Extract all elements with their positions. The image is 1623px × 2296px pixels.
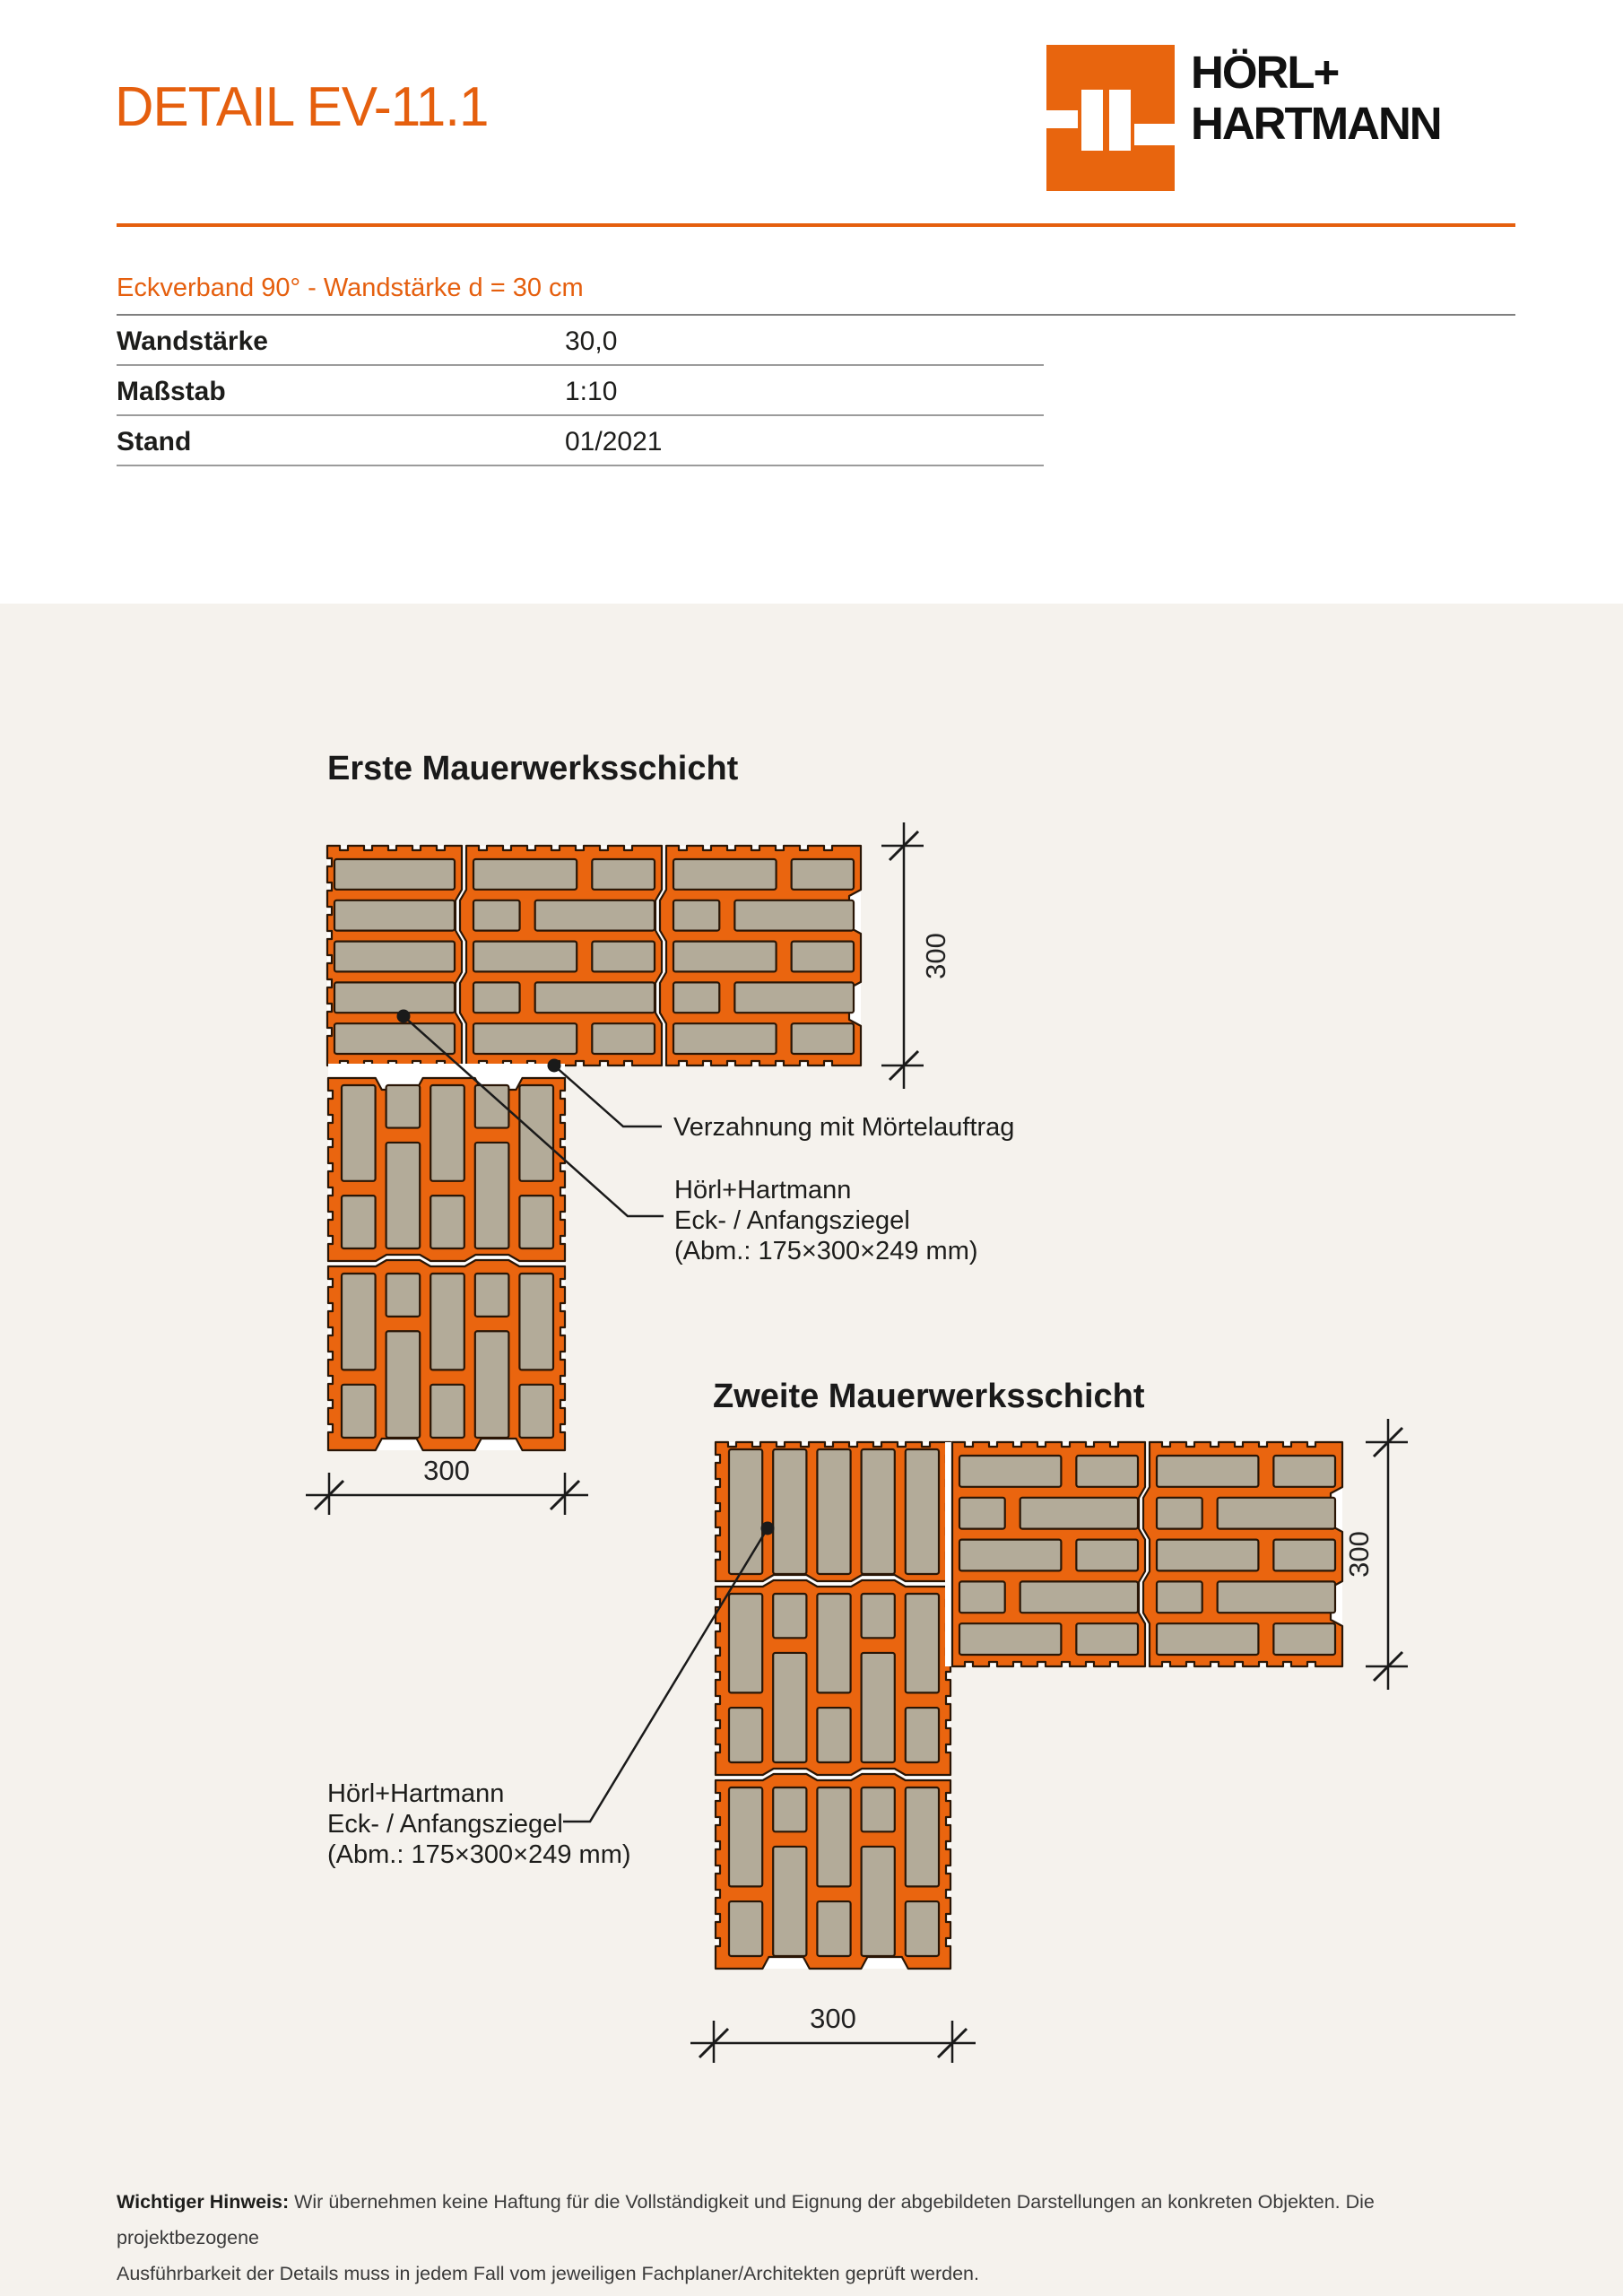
table-row: [117, 316, 1044, 366]
spec-value: 30,0: [565, 326, 618, 356]
page-title: DETAIL EV-11.1: [115, 76, 489, 138]
logo-cutout: [1046, 110, 1078, 128]
logo-cutout: [1081, 90, 1103, 151]
brand-wordmark-line1: HÖRL+: [1191, 47, 1339, 98]
dimension-label: 300: [810, 2003, 856, 2034]
annotation-verzahnung: Verzahnung mit Mörtelauftrag: [673, 1113, 1015, 1142]
drawing-canvas: [0, 604, 1623, 2296]
brand-wordmark: [1191, 47, 1441, 149]
dimension-label: 300: [1343, 1531, 1375, 1578]
spec-label: Maßstab: [117, 377, 226, 406]
logo-cutout: [1134, 124, 1175, 145]
second-layer-title: Zweite Mauerwerksschicht: [713, 1378, 1145, 1415]
table-row: [117, 366, 1044, 416]
footer-bold: Wichtiger Hinweis:: [117, 2191, 290, 2213]
spec-value: 1:10: [565, 377, 618, 406]
spec-label: Wandstärke: [117, 326, 268, 356]
brand-logo-icon: [1046, 45, 1175, 191]
first-layer-title: Erste Mauerwerksschicht: [327, 750, 739, 787]
footer-disclaimer: [117, 2184, 1515, 2292]
footer-line1: [117, 2184, 1515, 2256]
annotation-line: (Abm.: 175×300×249 mm): [674, 1237, 978, 1265]
dimension-label: 300: [423, 1455, 470, 1486]
spec-value: 01/2021: [565, 427, 663, 457]
brand-wordmark-line2: HARTMANN: [1191, 98, 1441, 149]
spec-table: [117, 314, 1515, 466]
header-divider: [117, 223, 1515, 227]
annotation-line: Hörl+Hartmann: [674, 1176, 852, 1205]
annotation-line: (Abm.: 175×300×249 mm): [327, 1840, 631, 1869]
footer-line2: Ausführbarkeit der Details muss in jedem Fall vom jeweiligen Fachplaner/Architekten geprüft werden.: [117, 2263, 979, 2284]
detail-subtitle: Eckverband 90° - Wandstärke d = 30 cm: [117, 274, 584, 302]
logo-cutout: [1109, 90, 1131, 151]
dimension-label: 300: [920, 933, 951, 979]
annotation-corner-brick-1: [674, 1175, 978, 1266]
annotation-line: Eck- / Anfangsziegel: [674, 1206, 910, 1235]
annotation-corner-brick-2: [327, 1779, 631, 1870]
annotation-line: Eck- / Anfangsziegel: [327, 1810, 563, 1839]
footer-text: Wir übernehmen keine Haftung für die Vollständigkeit und Eignung der abgebildeten Darstellungen an konkreten Objekten. Die projektbezogene: [117, 2191, 1375, 2248]
annotation-line: Hörl+Hartmann: [327, 1779, 505, 1808]
spec-label: Stand: [117, 427, 192, 457]
table-row: [117, 416, 1044, 466]
